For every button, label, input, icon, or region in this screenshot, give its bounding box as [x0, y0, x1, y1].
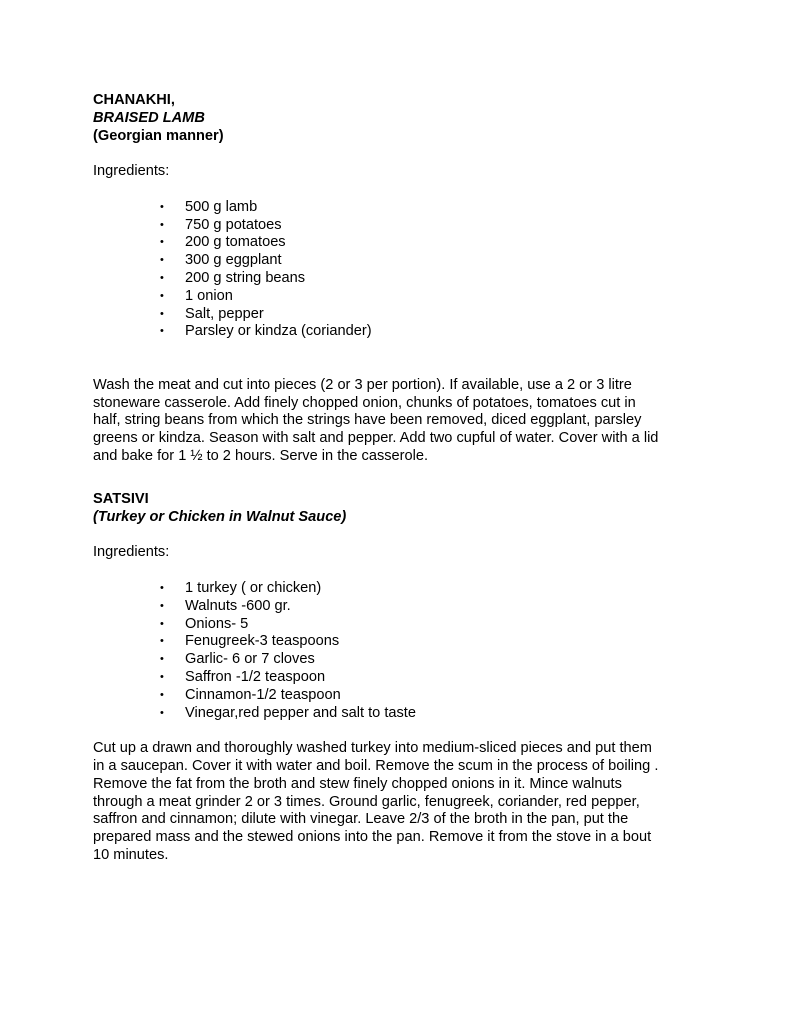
bullet-icon: • — [160, 307, 164, 320]
bullet-icon: • — [160, 236, 164, 249]
bullet-icon: • — [160, 271, 164, 284]
list-item — [93, 580, 713, 598]
ingredient-text: 1 turkey ( or chicken) — [185, 579, 322, 596]
list-item — [93, 306, 713, 324]
ingredients-heading: Ingredients: — [93, 544, 170, 561]
ingredient-text: 300 g eggplant — [185, 252, 282, 269]
bullet-icon: • — [160, 635, 164, 648]
recipe-subtitle: (Turkey or Chicken in Walnut Sauce) — [93, 508, 347, 525]
list-item — [93, 199, 713, 217]
instruction-line: Wash the meat and cut into pieces (2 or 3 per portion). If available, use a 2 or 3 litre — [93, 376, 632, 393]
list-item — [93, 217, 713, 235]
ingredient-text: Fenugreek-3 teaspoons — [185, 633, 340, 650]
instruction-line: in a saucepan. Cover it with water and boil. Remove the scum in the process of boiling . — [93, 757, 659, 774]
ingredient-text: Salt, pepper — [185, 305, 264, 322]
recipe-title: CHANAKHI, — [93, 92, 175, 108]
instruction-line: stoneware casserole. Add finely chopped onion, chunks of potatoes, tomatoes cut in — [93, 394, 636, 411]
instruction-line: saffron and cinnamon; dilute with vinegar. Leave 2/3 of the broth in the pan, put the — [93, 811, 629, 828]
ingredient-text: 750 g potatoes — [185, 216, 282, 233]
bullet-icon: • — [160, 218, 164, 231]
list-item — [93, 616, 713, 634]
bullet-icon: • — [160, 254, 164, 267]
ingredient-text: 200 g tomatoes — [185, 234, 286, 251]
list-item — [93, 669, 713, 687]
bullet-icon: • — [160, 670, 164, 683]
ingredient-text: Parsley or kindza (coriander) — [185, 323, 372, 340]
instructions-paragraph — [93, 740, 713, 865]
ingredient-text: Vinegar,red pepper and salt to taste — [185, 704, 416, 721]
bullet-icon: • — [160, 617, 164, 630]
recipe-subtitle: BRAISED LAMB — [93, 109, 205, 126]
recipe-satsivi — [93, 491, 713, 865]
instruction-line: prepared mass and the stewed onions into the pan. Remove it from the stove in a bout — [93, 829, 652, 846]
ingredient-text: Walnuts -600 gr. — [185, 597, 291, 614]
list-item — [93, 234, 713, 252]
ingredient-text: 500 g lamb — [185, 198, 258, 215]
instruction-line: 10 minutes. — [93, 846, 169, 863]
ingredient-list — [93, 199, 713, 341]
instruction-line: Cut up a drawn and thoroughly washed turkey into medium-sliced pieces and put them — [93, 740, 652, 757]
list-item — [93, 651, 713, 669]
bullet-icon: • — [160, 706, 164, 719]
list-item — [93, 598, 713, 616]
ingredient-text: 1 onion — [185, 287, 233, 304]
ingredient-list — [93, 580, 713, 722]
ingredient-text: Onions- 5 — [185, 615, 249, 632]
ingredient-text: Cinnamon-1/2 teaspoon — [185, 686, 341, 703]
instruction-line: Remove the fat from the broth and stew finely chopped onions in it. Mince walnuts — [93, 775, 622, 792]
bullet-icon: • — [160, 599, 164, 612]
ingredient-text: Garlic- 6 or 7 cloves — [185, 651, 315, 668]
list-item — [93, 323, 713, 341]
ingredients-heading: Ingredients: — [93, 163, 170, 180]
instruction-line: greens or kindza. Season with salt and pepper. Add two cupful of water. Cover with a lid — [93, 430, 659, 447]
instruction-line: through a meat grinder 2 or 3 times. Ground garlic, fenugreek, coriander, red pepper, — [93, 793, 640, 810]
list-item — [93, 705, 713, 723]
bullet-icon: • — [160, 688, 164, 701]
bullet-icon: • — [160, 653, 164, 666]
recipe-chanakhi — [93, 92, 713, 466]
list-item — [93, 633, 713, 651]
bullet-icon: • — [160, 200, 164, 213]
bullet-icon: • — [160, 581, 164, 594]
instruction-line: half, string beans from which the strings have been removed, diced eggplant, parsley — [93, 412, 642, 429]
recipe-note: (Georgian manner) — [93, 127, 224, 144]
list-item — [93, 288, 713, 306]
ingredient-text: Saffron -1/2 teaspoon — [185, 668, 326, 685]
bullet-icon: • — [160, 289, 164, 302]
list-item — [93, 270, 713, 288]
bullet-icon: • — [160, 325, 164, 338]
recipe-title: SATSIVI — [93, 491, 149, 507]
instructions-paragraph — [93, 377, 713, 466]
ingredient-text: 200 g string beans — [185, 269, 306, 286]
list-item — [93, 252, 713, 270]
instruction-line: and bake for 1 ½ to 2 hours. Serve in the casserole. — [93, 447, 429, 464]
list-item — [93, 687, 713, 705]
